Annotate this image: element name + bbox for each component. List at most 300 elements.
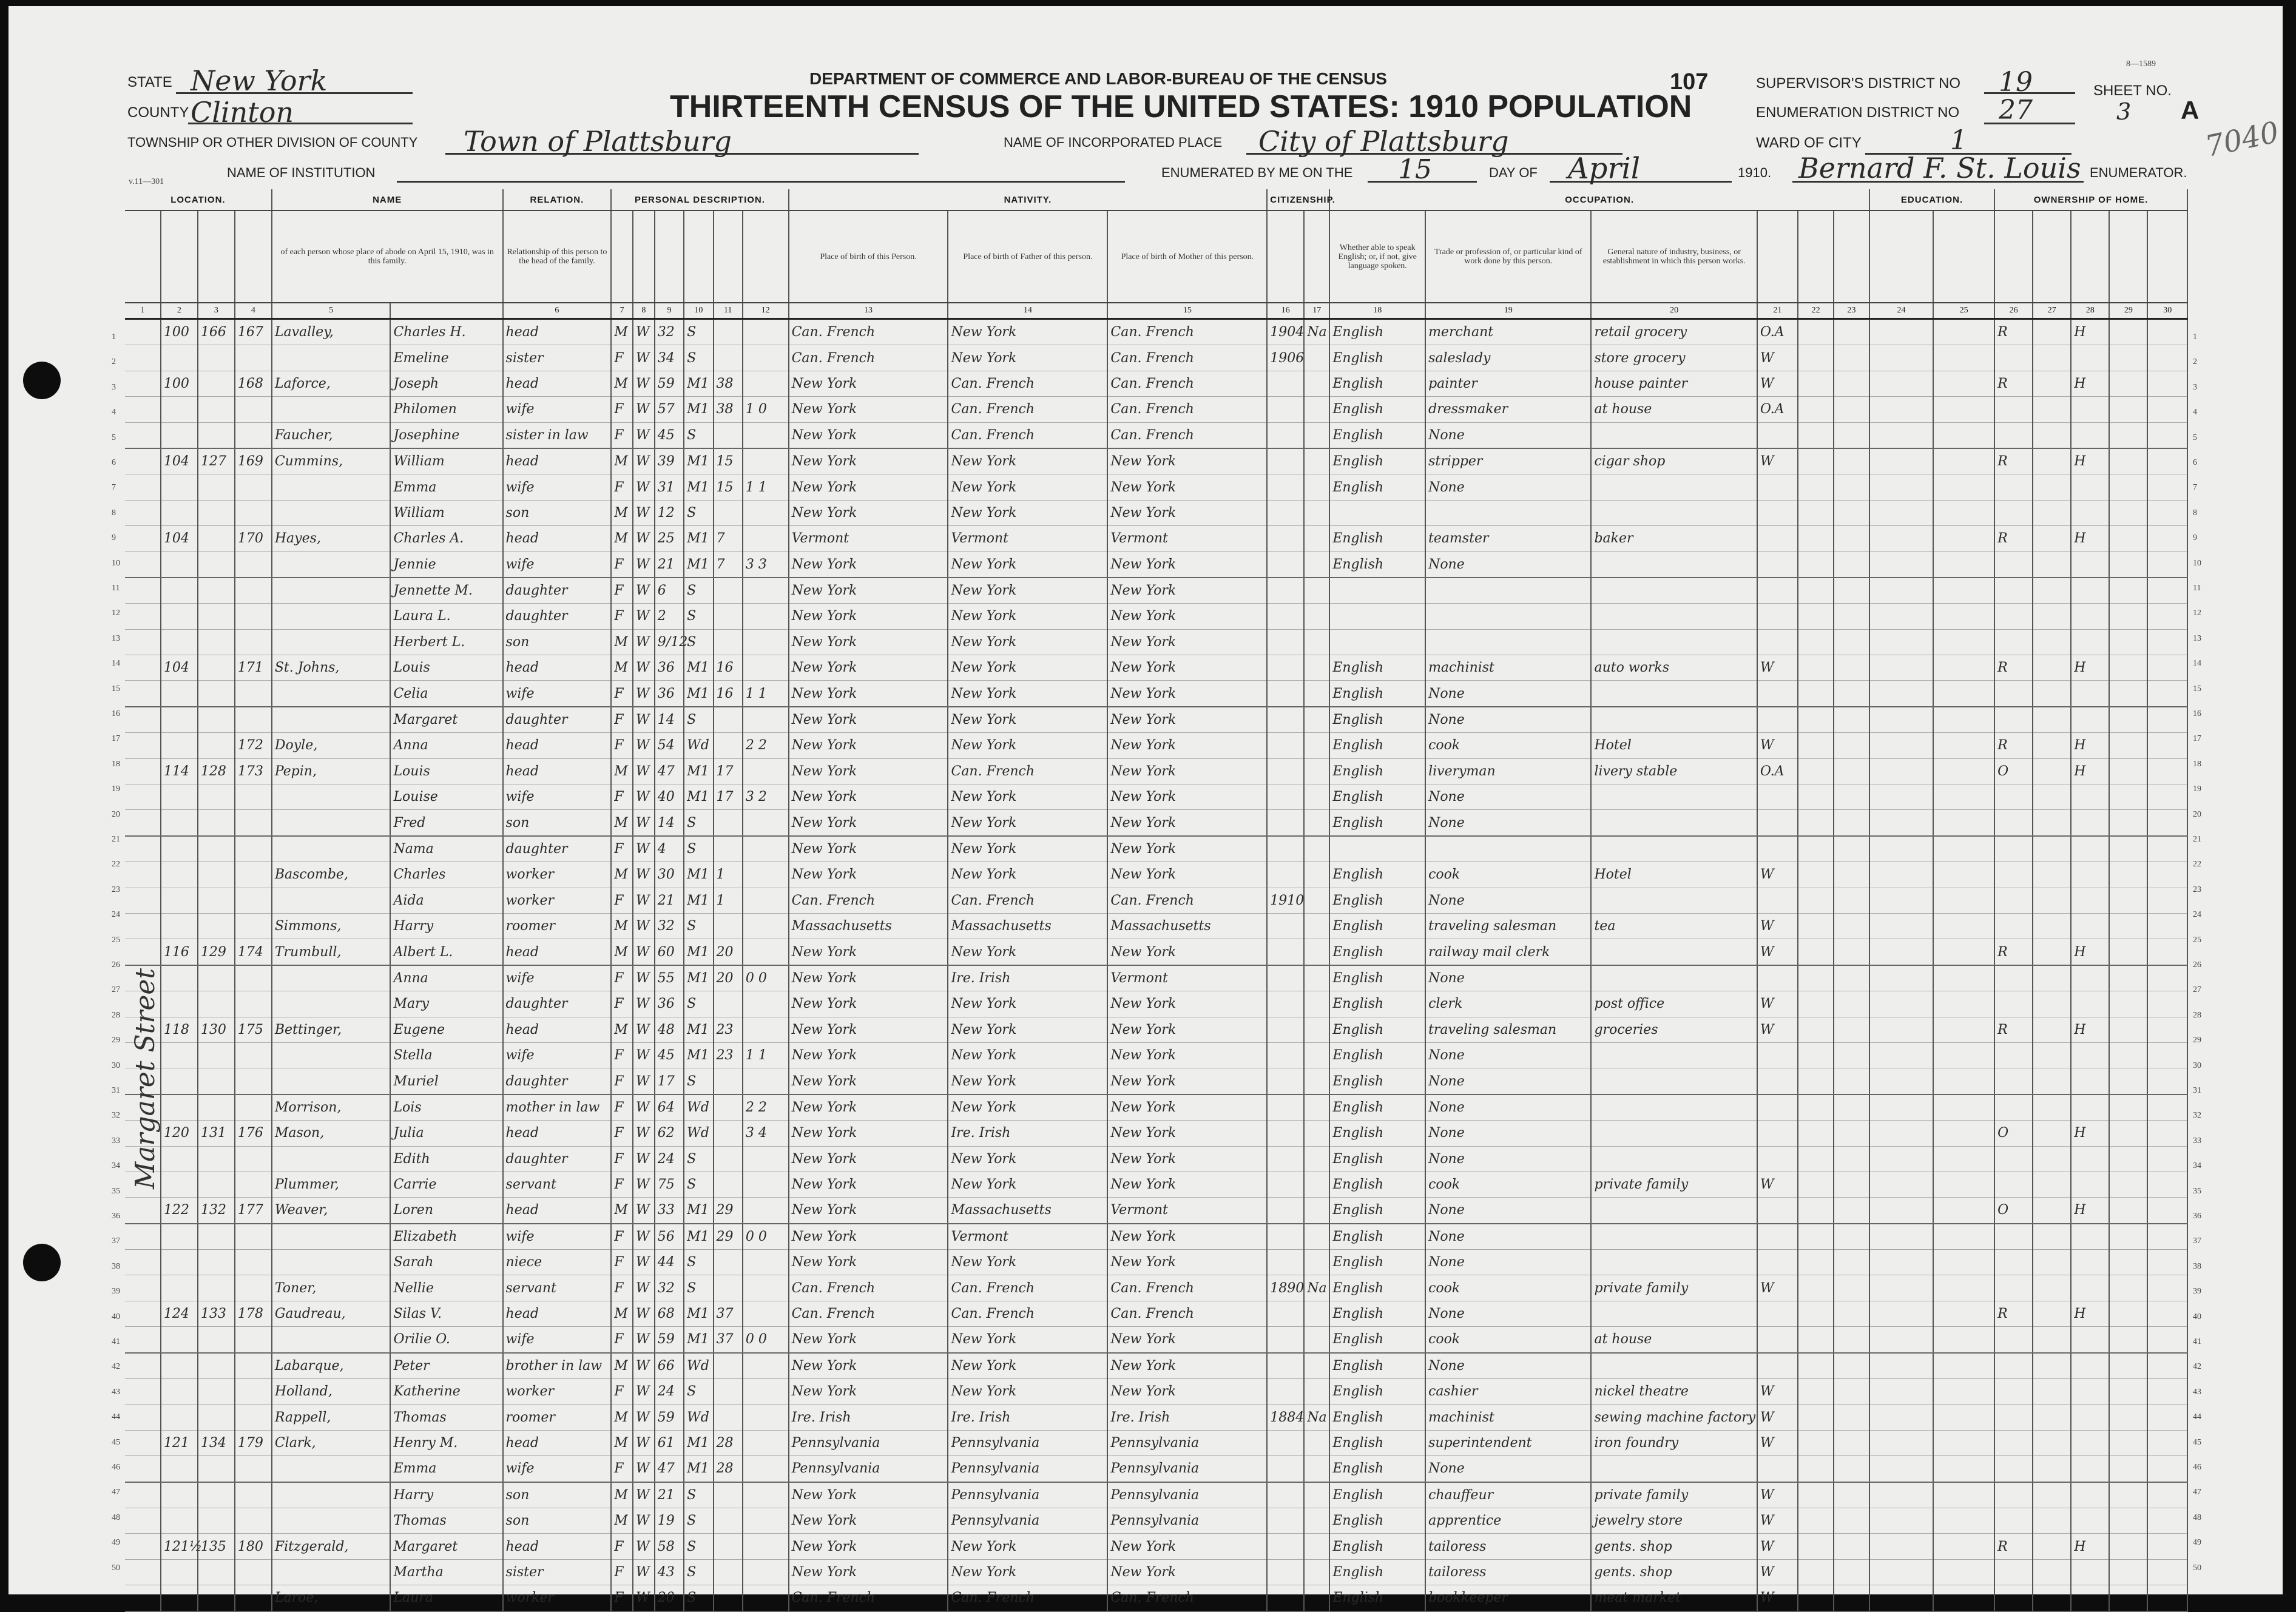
- cell-relation: daughter: [503, 578, 612, 604]
- cell-surname: Mason,: [272, 1121, 391, 1146]
- cell-surname: [272, 888, 391, 913]
- cell-street: [125, 888, 161, 913]
- cell-dwelling: [198, 913, 235, 939]
- cell-blank: [2109, 1430, 2147, 1455]
- cell-race: W: [633, 836, 655, 862]
- cell-street: [125, 758, 161, 784]
- cell-nat: [1304, 836, 1329, 862]
- cell-blank: [1933, 551, 1994, 578]
- cell-relation: worker: [503, 1379, 612, 1405]
- cell-blank: [1834, 1482, 1869, 1508]
- table-row: [125, 1405, 2187, 1430]
- incorporated-place-value: City of Plattsburg: [1258, 125, 1509, 158]
- cell-marital: S: [684, 1482, 713, 1508]
- line-number: 22: [2193, 860, 2201, 869]
- cell-immig: [1267, 1482, 1304, 1508]
- cell-race: W: [633, 1379, 655, 1405]
- cell-industry: private family: [1591, 1482, 1757, 1508]
- cell-family: [235, 1482, 272, 1508]
- cell-blank: [1798, 913, 1834, 939]
- cell-blank: [2109, 1301, 2147, 1326]
- cell-immig: [1267, 965, 1304, 991]
- cell-blank: [1869, 1327, 1933, 1353]
- cell-race: W: [633, 1534, 655, 1559]
- cell-blank: [2109, 474, 2147, 500]
- cell-emp: [1757, 888, 1798, 913]
- cell-given: Martha: [390, 1559, 502, 1585]
- cell-age: 59: [655, 1405, 684, 1430]
- cell-language: English: [1329, 1353, 1425, 1379]
- cell-mother: New York: [1107, 1224, 1267, 1250]
- line-number: 29: [112, 1036, 120, 1045]
- cell-own: [1994, 681, 2033, 707]
- cell-blank: [2147, 1275, 2187, 1301]
- line-number: 48: [2193, 1513, 2201, 1522]
- cell-race: W: [633, 1121, 655, 1146]
- cell-dwelling: 134: [198, 1430, 235, 1455]
- cell-immig: [1267, 578, 1304, 604]
- cell-age: 9/12: [655, 629, 684, 655]
- cell-blank: [2033, 1275, 2071, 1301]
- cell-children: [743, 578, 789, 604]
- cell-given: Harry: [390, 1482, 502, 1508]
- cell-blank: [1933, 319, 1994, 345]
- cell-birth: New York: [789, 862, 948, 888]
- cell-immig: [1267, 836, 1304, 862]
- cell-sex: M: [611, 1482, 633, 1508]
- cell-immig: [1267, 1353, 1304, 1379]
- cell-house: [161, 913, 198, 939]
- ward-value: 1: [1950, 125, 1967, 156]
- cell-emp: W: [1757, 991, 1798, 1017]
- cell-father: New York: [948, 1534, 1107, 1559]
- cell-blank: [2033, 578, 2071, 604]
- cell-father: New York: [948, 836, 1107, 862]
- corner-note: 7040: [2202, 115, 2282, 164]
- line-number: 43: [112, 1387, 120, 1397]
- cell-immig: [1267, 629, 1304, 655]
- cell-family: [235, 1275, 272, 1301]
- cell-blank: [1869, 448, 1933, 474]
- cell-family: [235, 1250, 272, 1275]
- cell-surname: Simmons,: [272, 913, 391, 939]
- line-number: 6: [2193, 458, 2197, 467]
- cell-trade: [1425, 578, 1591, 604]
- cell-street: [125, 578, 161, 604]
- cell-given: Louise: [390, 784, 502, 810]
- cell-given: Orilie O.: [390, 1327, 502, 1353]
- cell-dwelling: [198, 1456, 235, 1482]
- cell-industry: [1591, 1121, 1757, 1146]
- cell-relation: head: [503, 1430, 612, 1455]
- cell-house: [161, 1172, 198, 1197]
- cell-married-years: [714, 1534, 743, 1559]
- table-row: [125, 319, 2187, 345]
- cell-relation: servant: [503, 1172, 612, 1197]
- cell-children: 1 1: [743, 474, 789, 500]
- cell-house-type: H: [2071, 1121, 2109, 1146]
- cell-emp: O.A: [1757, 397, 1798, 422]
- cell-nat: Na: [1304, 1275, 1329, 1301]
- cell-house: [161, 1585, 198, 1611]
- cell-father: New York: [948, 1172, 1107, 1197]
- cell-house: [161, 707, 198, 733]
- column-number: 22: [1798, 303, 1834, 319]
- cell-dwelling: [198, 526, 235, 551]
- cell-blank: [1869, 319, 1933, 345]
- cell-house-type: [2071, 629, 2109, 655]
- cell-street: [125, 862, 161, 888]
- cell-surname: Gaudreau,: [272, 1301, 391, 1326]
- line-number: 3: [112, 382, 116, 392]
- cell-blank: [1798, 1379, 1834, 1405]
- cell-blank: [2147, 551, 2187, 578]
- cell-birth: New York: [789, 1224, 948, 1250]
- cell-industry: [1591, 500, 1757, 525]
- cell-mother: New York: [1107, 604, 1267, 629]
- cell-dwelling: [198, 1353, 235, 1379]
- line-number: 13: [112, 633, 120, 643]
- line-number: 21: [2193, 835, 2201, 844]
- cell-blank: [1933, 1042, 1994, 1068]
- line-number: 43: [2193, 1387, 2201, 1397]
- table-row: [125, 862, 2187, 888]
- cell-father: New York: [948, 939, 1107, 965]
- cell-given: Nama: [390, 836, 502, 862]
- cell-immig: [1267, 1534, 1304, 1559]
- cell-children: 2 2: [743, 733, 789, 758]
- page-number: 107: [1670, 69, 1709, 95]
- cell-birth: New York: [789, 965, 948, 991]
- cell-house-type: [2071, 345, 2109, 371]
- cell-surname: Plummer,: [272, 1172, 391, 1197]
- cell-family: [235, 474, 272, 500]
- cell-blank: [2147, 888, 2187, 913]
- cell-trade: None: [1425, 1353, 1591, 1379]
- column-number: 3: [198, 303, 235, 319]
- cell-emp: [1757, 836, 1798, 862]
- cell-house: [161, 1482, 198, 1508]
- cell-blank: [2109, 1508, 2147, 1533]
- name-column-header: of each person whose place of abode on April 15, 1910, was in this family.: [272, 211, 503, 303]
- cell-father: Vermont: [948, 526, 1107, 551]
- cell-relation: daughter: [503, 604, 612, 629]
- cell-street: [125, 1379, 161, 1405]
- cell-age: 47: [655, 1456, 684, 1482]
- cell-nat: [1304, 784, 1329, 810]
- cell-dwelling: [198, 1172, 235, 1197]
- cell-father: New York: [948, 1379, 1107, 1405]
- cell-marital: S: [684, 604, 713, 629]
- column-number: 13: [789, 303, 948, 319]
- column-number: 17: [1304, 303, 1329, 319]
- cell-trade: stripper: [1425, 448, 1591, 474]
- cell-house-type: H: [2071, 758, 2109, 784]
- cell-sex: F: [611, 551, 633, 578]
- cell-blank: [1834, 758, 1869, 784]
- cell-house: 116: [161, 939, 198, 965]
- line-number: 9: [2193, 533, 2197, 543]
- cell-sex: M: [611, 1353, 633, 1379]
- cell-street: [125, 1534, 161, 1559]
- cell-trade: [1425, 604, 1591, 629]
- cell-house: [161, 784, 198, 810]
- cell-surname: Hayes,: [272, 526, 391, 551]
- cell-blank: [2033, 319, 2071, 345]
- cell-own: [1994, 578, 2033, 604]
- cell-blank: [2147, 1327, 2187, 1353]
- cell-language: English: [1329, 1198, 1425, 1224]
- cell-trade: traveling salesman: [1425, 1017, 1591, 1042]
- cell-mother: Can. French: [1107, 1275, 1267, 1301]
- cell-house-type: [2071, 578, 2109, 604]
- column-number: 14: [948, 303, 1107, 319]
- cell-own: [1994, 1094, 2033, 1121]
- cell-emp: [1757, 707, 1798, 733]
- cell-blank: [2147, 448, 2187, 474]
- cell-trade: None: [1425, 1146, 1591, 1172]
- cell-blank: [1933, 448, 1994, 474]
- ward-label: WARD OF CITY: [1756, 135, 1862, 151]
- cell-father: New York: [948, 629, 1107, 655]
- cell-dwelling: [198, 888, 235, 913]
- cell-blank: [1834, 681, 1869, 707]
- cell-relation: wife: [503, 1042, 612, 1068]
- line-number: 19: [112, 784, 120, 794]
- cell-house: 114: [161, 758, 198, 784]
- cell-nat: [1304, 939, 1329, 965]
- table-row: [125, 345, 2187, 371]
- cell-surname: [272, 784, 391, 810]
- line-number: 30: [2193, 1061, 2201, 1070]
- cell-marital: S: [684, 1534, 713, 1559]
- column-number: 18: [1329, 303, 1425, 319]
- cell-house: [161, 991, 198, 1017]
- cell-blank: [2109, 1559, 2147, 1585]
- cell-blank: [2109, 655, 2147, 681]
- table-row: [125, 422, 2187, 448]
- cell-race: W: [633, 526, 655, 551]
- cell-married-years: 37: [714, 1301, 743, 1326]
- cell-language: English: [1329, 397, 1425, 422]
- cell-language: English: [1329, 1224, 1425, 1250]
- cell-given: Anna: [390, 733, 502, 758]
- cell-emp: [1757, 1456, 1798, 1482]
- cell-nat: [1304, 551, 1329, 578]
- cell-father: New York: [948, 655, 1107, 681]
- cell-blank: [1933, 655, 1994, 681]
- cell-surname: [272, 1482, 391, 1508]
- cell-blank: [1834, 862, 1869, 888]
- cell-industry: [1591, 1094, 1757, 1121]
- cell-house: [161, 578, 198, 604]
- line-number: 38: [112, 1261, 120, 1271]
- cell-own: [1994, 991, 2033, 1017]
- cell-father: New York: [948, 1250, 1107, 1275]
- cell-language: English: [1329, 1068, 1425, 1094]
- cell-given: Eugene: [390, 1017, 502, 1042]
- cell-language: English: [1329, 1121, 1425, 1146]
- table-row: [125, 1508, 2187, 1533]
- cell-blank: [2147, 1198, 2187, 1224]
- cell-relation: wife: [503, 1327, 612, 1353]
- cell-relation: head: [503, 1017, 612, 1042]
- cell-nat: [1304, 991, 1329, 1017]
- cell-nat: [1304, 1585, 1329, 1611]
- cell-age: 60: [655, 939, 684, 965]
- cell-age: 36: [655, 991, 684, 1017]
- cell-blank: [2033, 862, 2071, 888]
- cell-surname: Labarque,: [272, 1353, 391, 1379]
- institution-label: NAME OF INSTITUTION: [227, 165, 376, 180]
- cell-mother: Vermont: [1107, 1198, 1267, 1224]
- cell-dwelling: 128: [198, 758, 235, 784]
- line-number: 39: [2193, 1287, 2201, 1297]
- table-row: [125, 629, 2187, 655]
- cell-mother: Can. French: [1107, 319, 1267, 345]
- cell-race: W: [633, 965, 655, 991]
- cell-house-type: [2071, 1146, 2109, 1172]
- cell-sex: M: [611, 629, 633, 655]
- cell-relation: mother in law: [503, 1094, 612, 1121]
- cell-blank: [2033, 810, 2071, 836]
- cell-house: [161, 1508, 198, 1533]
- cell-family: [235, 681, 272, 707]
- cell-blank: [1933, 1456, 1994, 1482]
- cell-blank: [1834, 991, 1869, 1017]
- cell-house-type: [2071, 422, 2109, 448]
- cell-blank: [2033, 1456, 2071, 1482]
- cell-blank: [1798, 1508, 1834, 1533]
- cell-house: [161, 397, 198, 422]
- cell-family: [235, 810, 272, 836]
- cell-nat: [1304, 1379, 1329, 1405]
- cell-blank: [2109, 965, 2147, 991]
- cell-blank: [1798, 1327, 1834, 1353]
- cell-house-type: [2071, 1094, 2109, 1121]
- column-number: 12: [743, 303, 789, 319]
- cell-dwelling: 129: [198, 939, 235, 965]
- cell-surname: [272, 1327, 391, 1353]
- line-number: 28: [2193, 1010, 2201, 1020]
- cell-dwelling: 166: [198, 319, 235, 345]
- cell-surname: [272, 500, 391, 525]
- cell-children: [743, 758, 789, 784]
- cell-house: [161, 1250, 198, 1275]
- cell-marital: S: [684, 810, 713, 836]
- cell-dwelling: [198, 1405, 235, 1430]
- cell-mother: New York: [1107, 733, 1267, 758]
- line-number: 37: [112, 1236, 120, 1246]
- cell-mother: Massachusetts: [1107, 913, 1267, 939]
- cell-blank: [2033, 965, 2071, 991]
- cell-sex: F: [611, 1275, 633, 1301]
- cell-children: 3 3: [743, 551, 789, 578]
- cell-surname: St. Johns,: [272, 655, 391, 681]
- cell-trade: chauffeur: [1425, 1482, 1591, 1508]
- cell-mother: Can. French: [1107, 888, 1267, 913]
- cell-race: W: [633, 991, 655, 1017]
- cell-street: [125, 319, 161, 345]
- cell-married-years: [714, 1379, 743, 1405]
- cell-given: Katherine: [390, 1379, 502, 1405]
- column-number: 1: [125, 303, 161, 319]
- line-number: 42: [112, 1362, 120, 1372]
- cell-blank: [1798, 1585, 1834, 1611]
- cell-trade: merchant: [1425, 319, 1591, 345]
- cell-street: [125, 500, 161, 525]
- cell-house-type: H: [2071, 733, 2109, 758]
- cell-house-type: [2071, 707, 2109, 733]
- cell-dwelling: [198, 810, 235, 836]
- cell-blank: [1834, 913, 1869, 939]
- cell-surname: Clark,: [272, 1430, 391, 1455]
- county-label: COUNTY: [127, 104, 189, 121]
- cell-nat: [1304, 604, 1329, 629]
- cell-street: [125, 1198, 161, 1224]
- cell-own: [1994, 1559, 2033, 1585]
- cell-blank: [1798, 629, 1834, 655]
- cell-blank: [1869, 810, 1933, 836]
- cell-age: 59: [655, 371, 684, 396]
- cell-race: W: [633, 1456, 655, 1482]
- cell-blank: [1869, 991, 1933, 1017]
- cell-blank: [1834, 733, 1869, 758]
- cell-children: [743, 1456, 789, 1482]
- cell-children: 1 0: [743, 397, 789, 422]
- cell-dwelling: [198, 655, 235, 681]
- cell-married-years: [714, 1172, 743, 1197]
- cell-blank: [2147, 681, 2187, 707]
- cell-age: 45: [655, 422, 684, 448]
- cell-relation: head: [503, 526, 612, 551]
- cell-house: [161, 345, 198, 371]
- table-row: [125, 500, 2187, 525]
- cell-race: W: [633, 371, 655, 396]
- cell-race: W: [633, 345, 655, 371]
- cell-emp: W: [1757, 655, 1798, 681]
- cell-blank: [1933, 1275, 1994, 1301]
- cell-industry: [1591, 1198, 1757, 1224]
- cell-immig: [1267, 862, 1304, 888]
- line-number: 1: [2193, 332, 2197, 342]
- table-row: [125, 810, 2187, 836]
- cell-mother: Vermont: [1107, 526, 1267, 551]
- column-number: 6: [503, 303, 612, 319]
- cell-house: [161, 474, 198, 500]
- cell-age: 57: [655, 397, 684, 422]
- column-number: 19: [1425, 303, 1591, 319]
- cell-race: W: [633, 1301, 655, 1326]
- line-number: 4: [2193, 408, 2197, 417]
- cell-street: [125, 551, 161, 578]
- line-number: 46: [2193, 1463, 2201, 1472]
- cell-blank: [2109, 758, 2147, 784]
- cell-street: [125, 810, 161, 836]
- cell-dwelling: [198, 862, 235, 888]
- cell-industry: [1591, 939, 1757, 965]
- line-number: 33: [112, 1136, 120, 1145]
- cell-trade: [1425, 836, 1591, 862]
- cell-blank: [1933, 862, 1994, 888]
- cell-industry: [1591, 1456, 1757, 1482]
- cell-street: [125, 629, 161, 655]
- cell-blank: [2147, 1146, 2187, 1172]
- cell-race: W: [633, 810, 655, 836]
- cell-blank: [2109, 888, 2147, 913]
- cell-immig: [1267, 551, 1304, 578]
- cell-relation: sister: [503, 345, 612, 371]
